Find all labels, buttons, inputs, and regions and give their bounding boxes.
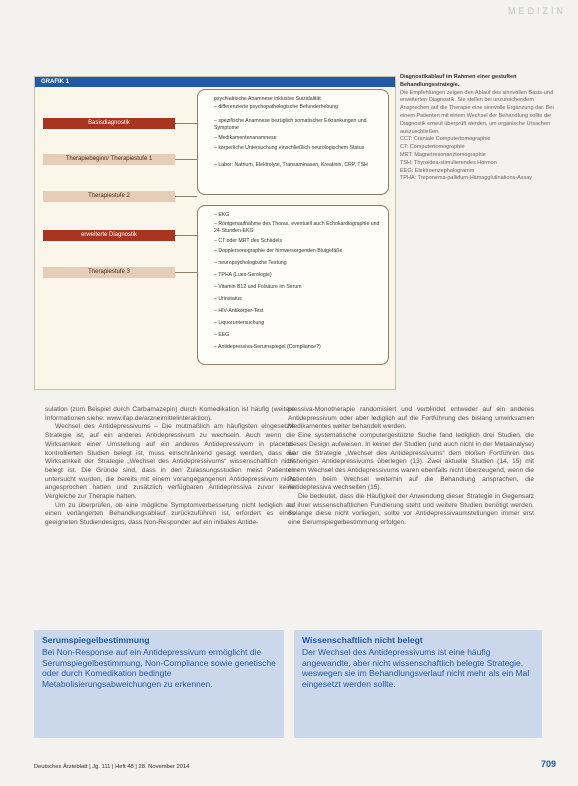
body-column-right [288,406,534,528]
figure-header [35,77,395,87]
page-number: 709 [540,759,556,769]
step-therapiestufe-2: Therapiestufe 2 [43,191,175,202]
body-paragraph: Eine systematische computergestützte Suche fand lediglich drei Studien, die dieses Design aufweisen. In keiner der Studien (und auch nicht in der Metaanalyse) war die Strategie „Wechsel des Antidepressivums“ dem bloßen Fortführen des bisherigen Antidepressivums überlegen (13). Zwei aktuelle Studien (14, 15) mit einem Wechsel des Antidepressivums waren ebenfalls nicht überzeugend, wenn die Patienten beim Wechsel weiterhin auf die Behandlung ansprachen, die Antidepressiva wechselten (15). [288,432,534,492]
connector-line [175,196,197,197]
extended-item: – Liquoruntersuchung [214,320,265,326]
extended-item: – Dopplersonographie der hirnversorgenden Blutgefäße [214,248,343,254]
connector-line [175,159,197,160]
abbreviation: TSH: Thyroidea-stimulierendes Hormon [400,159,497,166]
basis-item: – differenzierte psychopathologische Befunderhebung [214,104,338,110]
abbreviation: TPHA: Treponema-pallidum-Hämagglutinations-Assay [400,175,533,182]
connector-line [175,123,197,124]
extended-item: – HIV-Antikörper-Test [214,308,264,314]
extended-item: – Urinstatus [214,296,242,302]
figure-label: GRAFIK 1 [41,79,70,85]
abbreviation: MRT: Magnetresonanztomographie [400,151,486,158]
basis-item: – Medikamentenanamnese [214,135,277,141]
body-paragraph: Wechsel des Antidepressivums – Die mutmaßlich am häufigsten eingesetzte Strategie ist, auf ein anderes Antidepressivum zu wechseln. Auch wenn die Wirksamkeit einer Umstellung auf ein anderes Antidepressivum in placebo-kontrollierten Studien belegt ist, muss einschränkend gesagt werden, dass die Wirksamkeit der Strategie „Wechsel des Antidepressivums“ wissenschaftlich nicht belegt ist. Die Gründe sind, dass in den Zulassungsstudien meist Patienten untersucht wurden, die bereits mit einem vorangegangenen Antidepressivum nicht angesprochen hatten und zusätzlich verfügbaren Antidepressiva zuvor keine Vergleiche zur Therapie hatten. [45,423,295,501]
extended-item: – TPHA (Lues-Serologie) [214,272,272,278]
body-paragraph: sulation (zum Beispiel durch Carbamazepin) durch Komedikation ist häufig (weitere Informationen siehe: www.ifap.de/arzneimittelinteraktion). [45,406,295,422]
step-basisdiagnostik: Basisdiagnostik [43,118,175,129]
body-column-left [45,406,295,528]
extended-item: – CT oder MRT des Schädels [214,238,283,244]
connector-line [175,235,197,236]
extended-item: – neuropsychologische Testung [214,260,287,266]
step-erweiterte-diagnostik: erweiterte Diagnostik [43,230,175,241]
extended-item: – Röntgenaufnahme des Thorax, eventuell auch Echokardiographie und 24-Stunden-EKG [214,221,380,235]
footer-citation: Deutsches Ärzteblatt | Jg. 111 | Heft 48 | 28. November 2014 [34,764,190,770]
info-box-title: Wissenschaftlich nicht belegt [302,635,423,645]
info-box-wissenschaftlich [294,630,542,738]
extended-item: – EEG [214,332,230,338]
info-box-serumspiegel [34,630,284,738]
figure-box [34,76,396,390]
connector-line [175,272,197,273]
abbreviation: EEG: Elektroenzephalogramm [400,167,475,174]
basis-item: – Labor: Natrium, Elektrolyte, Transaminasen, Kreatinin, CRP, TSH [214,162,368,168]
extended-item: – Vitamin B12 und Folsäure im Serum [214,284,302,290]
caption-title: Diagnostikablauf im Rahmen einer gestuften Behandlungsstrategie. [400,74,517,88]
abbreviation: CT: Computertomographie [400,144,465,151]
info-box-text: Der Wechsel des Antidepressivums ist eine häufig angewandte, aber nicht wissenschaftlich belegte Strategie, weswegen sie im Behandlungsverlauf nicht mehr als ein Mal eingesetzt werden sollte. [302,647,530,690]
step-therapiestufe-3: Therapiestufe 3 [43,267,175,278]
body-paragraph: pressiva-Monotherapie randomisiert und verblindet entweder auf ein anderes Antidepressivum oder aber lediglich auf die Fortführung des bislang unwirksamen Medikamentes weiter behandelt werden. [288,406,534,431]
basis-item: – spezifische Anamnese bezüglich somatischer Erkrankungen und Symptome [214,118,367,132]
info-box-text: Bei Non-Response auf ein Antidepressivum ermöglicht die Serumspiegelbestimmung, Non-Compliance sowie genetische oder durch Komedikation bedingte Metabolisierungsabweichungen zu erkennen. [42,647,276,690]
basis-item: psychiatrische Anamnese inklusive Suizidalität [214,96,321,102]
body-paragraph: Die bedeutet, dass die Häufigkeit der Anwendung dieser Strategie in Gegensatz zu ihrer wissenschaftlichen Fundierung steht und weitere Studien benötigt werden. Solange diese nicht vorliegen, sollte vor Antidepressivaumstellungen immer erst eine Serumspiegelbestimmung erfolgen. [288,493,534,527]
info-box-title: Serumspiegelbestimmung [42,635,150,645]
extended-item: – Antidepressiva-Serumspiegel (Compliance?) [214,344,321,350]
basis-diagnostics-group [197,89,389,195]
abbreviation: CCT: Craniale Computertomographie [400,136,491,143]
caption-text: Die Empfehlungen zeigen den Ablauf des sinnvollen Basis-und erweiterten Diagnostik. Sie stellen bei unzureichendem Ansprechen auf die Therapie eine sinnvolle Ergänzung dar. Bei einem Patienten mit einem Wechsel der Behandlung sollte die Diagnostik erneut überprüft werden, um organische Ursachen auszuschließen. [400,89,554,135]
basis-item: – körperliche Untersuchung einschließlich neurologischem Status [214,145,365,151]
extended-diagnostics-group [197,205,389,365]
body-paragraph: Um zu überprüfen, ob eine mögliche Symptomverbesserung nicht lediglich auf einen verlängerten Behandlungsablauf zurückzuführen ist, erfordert es eines geeigneten Studiendesigns, dass Non-Responder auf ein initiales Antide- [45,501,295,527]
step-therapiestufe-1: Therapiebeginn/ Therapiestufe 1 [43,154,175,165]
extended-item: – EKG [214,212,230,218]
section-label: MEDIZIN [508,6,566,16]
figure-caption [400,74,558,183]
